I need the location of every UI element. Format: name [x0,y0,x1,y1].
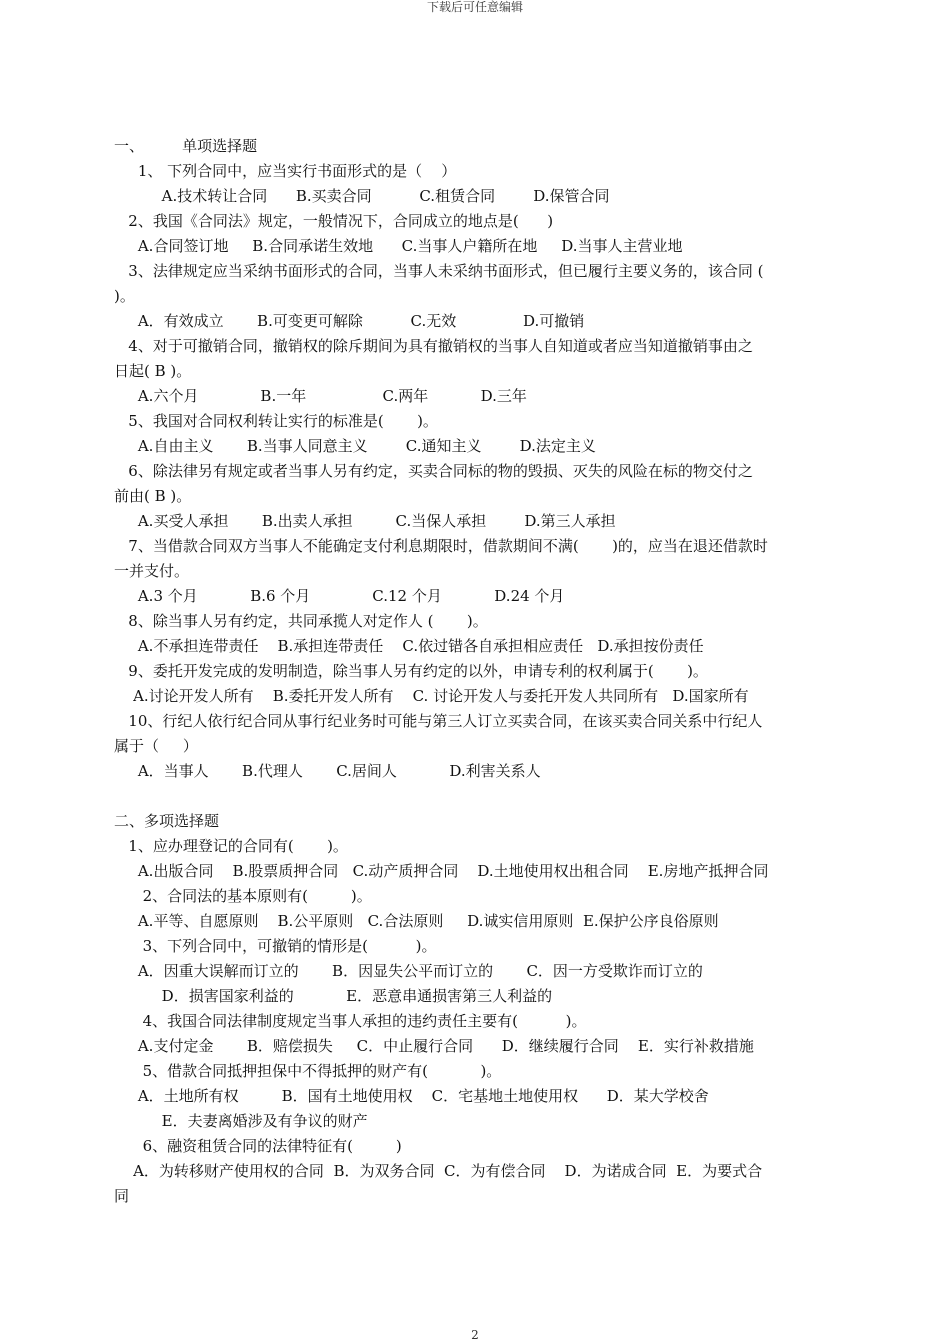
question-4: 4、对于可撤销合同，撤销权的除斥期间为具有撤销权的当事人自知道或者应当知道撤销事由之 [114,337,753,355]
question-3: 3、法律规定应当采纳书面形式的合同，当事人未采纳书面形式，但已履行主要义务的，该合同 ( [114,262,764,280]
question-1: 1、 下列合同中，应当实行书面形式的是（ ） [114,162,457,180]
question-8: 8、除当事人另有约定，共同承揽人对定作人 ( )。 [114,612,488,630]
question-4-cont: 日起( B )。 [114,362,192,380]
mc-question-1: 1、应办理登记的合同有( )。 [114,837,348,855]
mc-question-2: 2、合同法的基本原则有( )。 [114,887,372,905]
question-3-cont: )。 [114,287,135,305]
mc-options-5b: E．夫妻离婚涉及有争议的财产 [114,1112,368,1130]
mc-question-5: 5、借款合同抵押担保中不得抵押的财产有( )。 [114,1062,502,1080]
options-9: A.讨论开发人所有 B.委托开发人所有 C. 讨论开发人与委托开发人共同所有 D.国家所有 [114,687,749,705]
question-5: 5、我国对合同权利转让实行的标准是( )。 [114,412,438,430]
mc-question-3: 3、下列合同中，可撤销的情形是( )。 [114,937,437,955]
options-2: A.合同签订地 B.合同承诺生效地 C.当事人户籍所在地 D.当事人主营业地 [114,237,683,255]
mc-options-6: A．为转移财产使用权的合同 B．为双务合同 C．为有偿合同 D．为诺成合同 E．为要式合 [114,1162,763,1180]
section-title-multi-choice: 二、多项选择题 [114,812,220,830]
mc-options-6-cont: 同 [114,1187,130,1205]
question-10-cont: 属于（ ） [114,737,198,755]
options-4: A.六个月 B.一年 C.两年 D.三年 [114,387,527,405]
options-1: A.技术转让合同 B.买卖合同 C.租赁合同 D.保管合同 [114,187,610,205]
mc-options-5a: A．土地所有权 B．国有土地使用权 C．宅基地土地使用权 D．某大学校舍 [114,1087,709,1105]
section-gap [114,784,840,809]
question-2: 2、我国《合同法》规定，一般情况下，合同成立的地点是( ) [114,212,554,230]
options-6: A.买受人承担 B.出卖人承担 C.当保人承担 D.第三人承担 [114,512,616,530]
mc-options-3b: D．损害国家利益的 E．恶意串通损害第三人利益的 [114,987,553,1005]
options-3: A．有效成立 B.可变更可解除 C.无效 D.可撤销 [114,312,585,330]
mc-options-2: A.平等、自愿原则 B.公平原则 C.合法原则 D.诚实信用原则 E.保护公序良俗原则 [114,912,719,930]
section-title: 单项选择题 [182,137,258,155]
mc-question-6: 6、融资租赁合同的法律特征有( ) [114,1137,402,1155]
mc-options-4: A.支付定金 B．赔偿损失 C．中止履行合同 D．继续履行合同 E．实行补救措施 [114,1037,754,1055]
options-8: A.不承担连带责任 B.承担连带责任 C.依过错各自承担相应责任 D.承担按份责任 [114,637,704,655]
page-header: 下载后可任意编辑 [426,0,523,14]
mc-options-3a: A．因重大误解而订立的 B．因显失公平而订立的 C．因一方受欺诈而订立的 [114,962,703,980]
options-5: A.自由主义 B.当事人同意主义 C.通知主义 D.法定主义 [114,437,596,455]
question-6: 6、除法律另有规定或者当事人另有约定，买卖合同标的物的毁损、灭失的风险在标的物交付之 [114,462,753,480]
document-body [114,134,840,1209]
section-title-single-choice [114,134,840,159]
question-10: 10、行纪人依行纪合同从事行纪业务时可能与第三人订立买卖合同，在该买卖合同关系中行纪人 [114,712,763,730]
mc-question-4: 4、我国合同法律制度规定当事人承担的违约责任主要有( )。 [114,1012,587,1030]
question-9: 9、委托开发完成的发明制造，除当事人另有约定的以外，申请专利的权利属于( )。 [114,662,708,680]
question-7: 7、当借款合同双方当事人不能确定支付利息期限时，借款期间不满( )的，应当在退还借款时 [114,537,768,555]
section-number: 一、 [114,137,145,155]
options-10: A．当事人 B.代理人 C.居间人 D.利害关系人 [114,762,541,780]
page-number: 2 [471,1328,479,1342]
question-7-cont: 一并支付。 [114,562,190,580]
mc-options-1: A.出版合同 B.股票质押合同 C.动产质押合同 D.土地使用权出租合同 E.房地产抵押合同 [114,862,769,880]
question-6-cont: 前由( B )。 [114,487,192,505]
options-7: A.3 个月 B.6 个月 C.12 个月 D.24 个月 [114,587,565,605]
